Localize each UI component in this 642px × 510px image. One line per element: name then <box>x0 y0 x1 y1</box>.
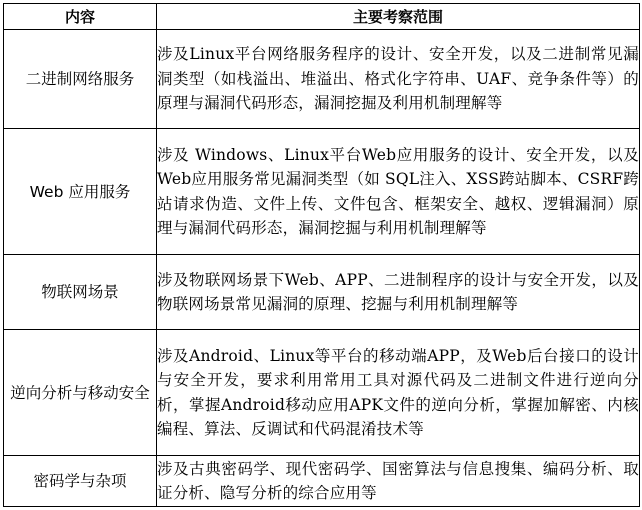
table-row <box>4 30 640 129</box>
scope-cell: 涉及Android、Linux等平台的移动端APP，及Web后台接口的设计与安全开发，要求利用常用工具对源代码及二进制文件进行逆向分析，掌握Android移动应用APK文件的逆向分析，掌握加解密、内核编程、算法、反调试和代码混淆技术等 <box>157 330 640 456</box>
area-cell: Web 应用服务 <box>4 129 157 255</box>
area-cell: 二进制网络服务 <box>4 30 157 129</box>
table-header <box>4 4 640 30</box>
exam-scope-table <box>3 3 640 507</box>
area-cell: 物联网场景 <box>4 255 157 330</box>
area-cell: 密码学与杂项 <box>4 456 157 507</box>
header-main-scope: 主要考察范围 <box>157 4 640 30</box>
table-row <box>4 255 640 330</box>
scope-cell: 涉及物联网场景下Web、APP、二进制程序的设计与安全开发，以及物联网场景常见漏洞的原理、挖掘与利用机制理解等 <box>157 255 640 330</box>
scope-table-container <box>3 3 639 507</box>
table-row <box>4 456 640 507</box>
scope-cell: 涉及Linux平台网络服务程序的设计、安全开发，以及二进制常见漏洞类型（如栈溢出、堆溢出、格式化字符串、UAF、竞争条件等）的原理与漏洞代码形态，漏洞挖掘及利用机制理解等 <box>157 30 640 129</box>
scope-cell: 涉及古典密码学、现代密码学、国密算法与信息搜集、编码分析、取证分析、隐写分析的综合应用等 <box>157 456 640 507</box>
table-row <box>4 330 640 456</box>
header-content: 内容 <box>4 4 157 30</box>
table-row <box>4 129 640 255</box>
table-body <box>4 30 640 507</box>
header-row <box>4 4 640 30</box>
scope-cell: 涉及 Windows、Linux平台Web应用服务的设计、安全开发，以及Web应用服务常见漏洞类型（如 SQL注入、XSS跨站脚本、CSRF跨站请求伪造、文件上传、文件包含、框架安全、越权、逻辑漏洞）原理与漏洞代码形态，漏洞挖掘与利用机制理解等 <box>157 129 640 255</box>
area-cell: 逆向分析与移动安全 <box>4 330 157 456</box>
